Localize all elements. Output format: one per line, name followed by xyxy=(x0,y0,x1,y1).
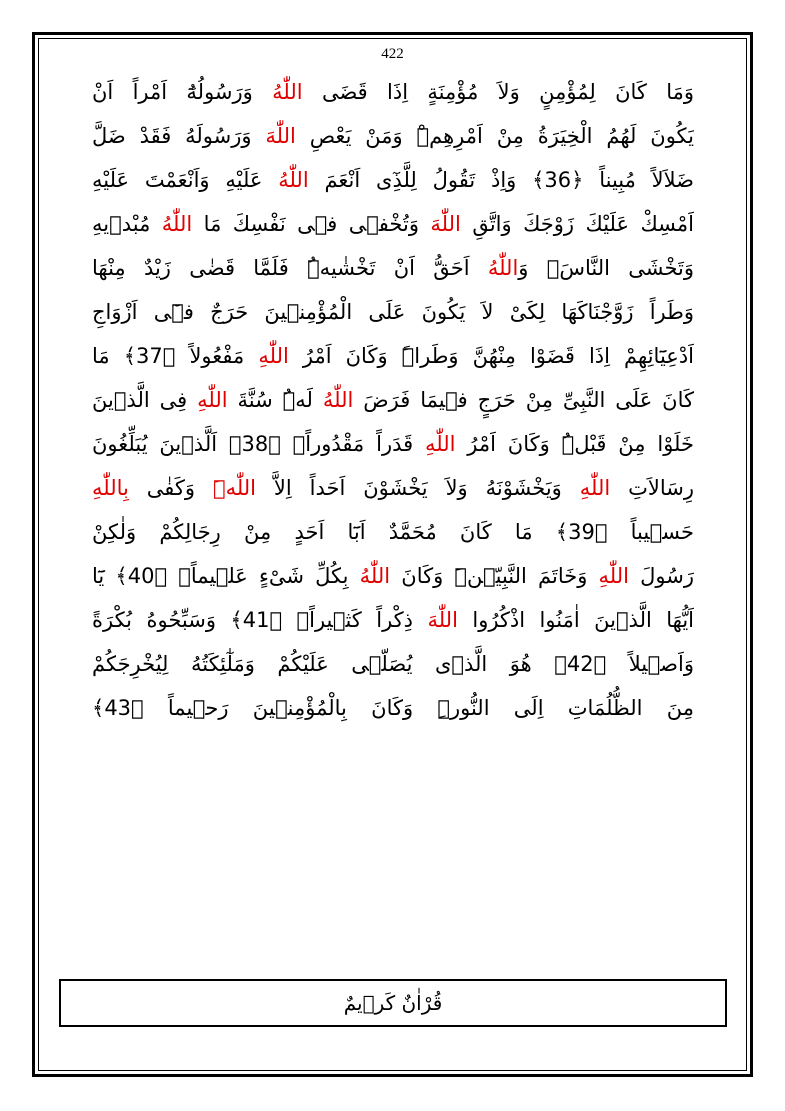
verse-line xyxy=(92,422,694,466)
verse-segment: وَتُخْفٖى فٖى نَفْسِكَ مَا xyxy=(192,212,431,236)
divine-name-highlight: اللّٰهِ xyxy=(197,388,228,412)
verse-segment: وَطَراً زَوَّجْنَاكَهَا لِكَىْ لاَ يَكُونَ عَلَى الْمُؤْمِنٖينَ حَرَجٌ فٖٓى اَزْوَاجِ xyxy=(92,300,694,324)
verse-line xyxy=(92,598,694,642)
verse-segment: اَحَقُّ اَنْ تَخْشٰيهُۜ فَلَمَّا قَضٰى زَيْدٌ مِنْهَا xyxy=(92,256,488,280)
verse-segment: اَيُّهَا الَّذٖينَ اٰمَنُوا اذْكُرُوا xyxy=(457,608,694,632)
divine-name-highlight: بِاللّٰهِ xyxy=(92,476,129,500)
verse-segment: وَرَسُولَهُ فَقَدْ ضَلَّ xyxy=(92,124,266,148)
footer-title: قُرْاٰنٌ كَرٖيمٌ xyxy=(343,991,443,1015)
divine-name-highlight: اللّٰهَ xyxy=(430,212,461,236)
verse-segment: ضَلاَلاً مُبِيناً ﴿36﴾ وَاِذْ تَقُولُ لِلَّذِٓى اَنْعَمَ xyxy=(308,168,694,192)
verse-line xyxy=(92,686,694,730)
verse-segment: ذِكْراً كَثٖيراًۙ ﴿41﴾ وَسَبِّحُوهُ بُكْرَةً xyxy=(92,608,428,632)
divine-name-highlight: اللّٰهُ xyxy=(322,388,354,412)
verse-segment: مَفْعُولاً ﴿37﴾ مَا xyxy=(92,344,259,368)
verse-line xyxy=(92,554,694,598)
divine-name-highlight: اللّٰهَ xyxy=(212,476,257,500)
verse-segment: وَتَخْشَى النَّاسَۚ وَ xyxy=(518,256,694,280)
verse-segment: ۜ وَكَفٰى xyxy=(128,476,213,500)
verse-segment: وَيَخْشَوْنَهُ وَلاَ يَخْشَوْنَ اَحَداً اِلاَّ xyxy=(256,476,580,500)
verse-segment: مُبْدٖيهِ xyxy=(92,212,162,236)
divine-name-highlight: اللّٰهُ xyxy=(359,564,391,588)
divine-name-highlight: اللّٰهُ xyxy=(278,168,309,192)
footer-box xyxy=(59,979,727,1027)
verse-segment: عَلَيْهِ وَاَنْعَمْتَ عَلَيْهِ xyxy=(92,168,279,192)
verse-segment: اَمْسِكْ عَلَيْكَ زَوْجَكَ وَاتَّقِ xyxy=(460,212,694,236)
divine-name-highlight: اللّٰهِ xyxy=(258,344,289,368)
verse-line xyxy=(92,290,694,334)
divine-name-highlight: اللّٰهِ xyxy=(425,432,456,456)
divine-name-highlight: اللّٰهُ xyxy=(272,80,303,104)
verse-line xyxy=(92,642,694,686)
verse-line xyxy=(92,114,694,158)
verse-segment: وَرَسُولُهُٓ اَمْراً اَنْ xyxy=(92,80,273,104)
verse-segment: وَمَا كَانَ لِمُؤْمِنٍ وَلاَ مُؤْمِنَةٍ اِذَا قَضَى xyxy=(302,80,694,104)
verse-segment: قَدَراً مَقْدُوراًۙ ﴿38﴾ اَلَّذٖينَ يُبَلِّغُونَ xyxy=(92,432,425,456)
verse-line xyxy=(92,246,694,290)
verse-text-block xyxy=(92,70,694,730)
verse-segment: وَاَصٖيلاً ﴿42﴾ هُوَ الَّذٖى يُصَلّٖى عَلَيْكُمْ وَمَلٰٓئِكَتُهُ لِيُخْرِجَكُمْ xyxy=(92,652,694,676)
verse-line xyxy=(92,70,694,114)
verse-segment: مِنَ الظُّلُمَاتِ اِلَى النُّورِۜ وَكَانَ بِالْمُؤْمِنٖينَ رَحٖيماً ﴿43﴾ xyxy=(92,696,694,720)
verse-segment: خَلَوْا مِنْ قَبْلُۜ وَكَانَ اَمْرُ xyxy=(455,432,694,456)
divine-name-highlight: اللّٰهُ xyxy=(161,212,193,236)
divine-name-highlight: اللّٰهَ xyxy=(427,608,458,632)
divine-name-highlight: اللّٰهِ xyxy=(598,564,629,588)
divine-name-highlight: اللّٰهَ xyxy=(265,124,296,148)
verse-segment: رَسُولَ xyxy=(629,564,694,588)
verse-line xyxy=(92,466,694,510)
verse-segment: فِى الَّذٖينَ xyxy=(92,388,198,412)
verse-segment: رِسَالاَتِ xyxy=(610,476,694,500)
verse-segment: اَدْعِيَٓائِهِمْ اِذَا قَضَوْا مِنْهُنَّ وَطَراًۜ وَكَانَ اَمْرُ xyxy=(288,344,694,368)
verse-line xyxy=(92,202,694,246)
divine-name-highlight: اللّٰهِ xyxy=(579,476,611,500)
verse-segment: بِكُلِّ شَىْءٍ عَلٖيماًۚ ﴿40﴾ يَٓا xyxy=(92,564,360,588)
verse-line xyxy=(92,378,694,422)
divine-name-highlight: اللّٰهُ xyxy=(487,256,519,280)
verse-segment: يَكُونَ لَهُمُ الْخِيَرَةُ مِنْ اَمْرِهِمْۜ وَمَنْ يَعْصِ xyxy=(295,124,694,148)
verse-line xyxy=(92,334,694,378)
verse-segment: وَخَاتَمَ النَّبِيّٖنَۜ وَكَانَ xyxy=(390,564,599,588)
verse-segment: لَهُۜ سُنَّةَ xyxy=(227,388,323,412)
verse-line xyxy=(92,510,694,554)
verse-segment: كَانَ عَلَى النَّبِىِّ مِنْ حَرَجٍ فٖيمَا فَرَضَ xyxy=(353,388,694,412)
page-number: 422 xyxy=(381,46,404,62)
verse-segment: حَسٖيباً ﴿39﴾ مَا كَانَ مُحَمَّدٌ اَبَٓا اَحَدٍ مِنْ رِجَالِكُمْ وَلٰكِنْ xyxy=(92,520,694,544)
verse-line xyxy=(92,158,694,202)
